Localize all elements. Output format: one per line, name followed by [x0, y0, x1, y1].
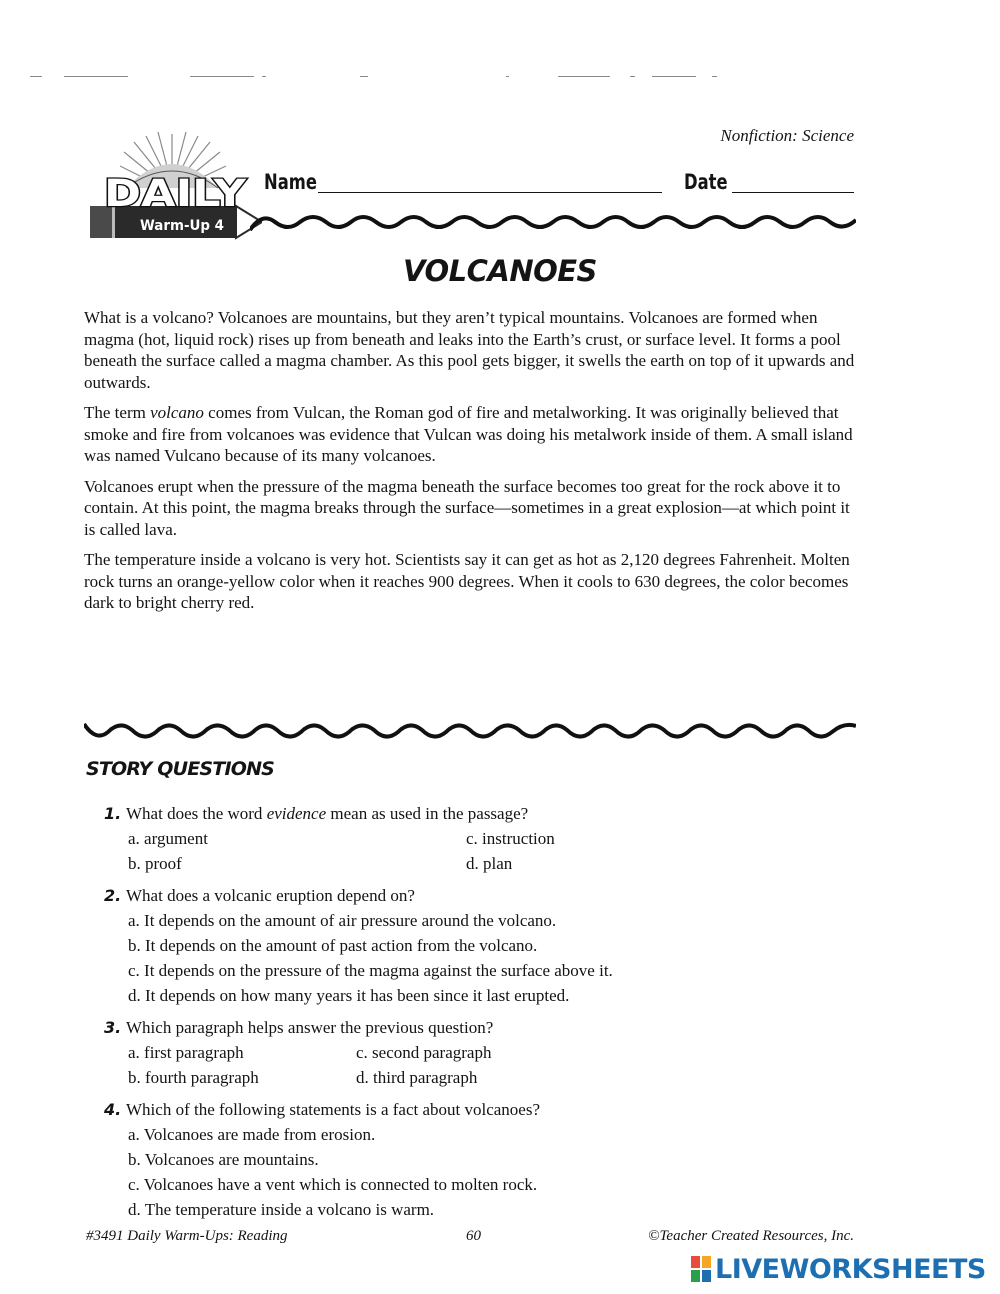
question-stem: What does a volcanic eruption depend on?: [126, 886, 415, 905]
category-label: Nonfiction: Science: [720, 126, 854, 145]
liveworksheets-logo-icon: [690, 1255, 712, 1283]
daily-warmup-logo: [86, 132, 262, 244]
footer-left: #3491 Daily Warm-Ups: Reading: [86, 1228, 288, 1244]
passage-paragraph-4: The temperature inside a volcano is very hot. Scientists say it can get as hot as 2,120 degrees Fahrenheit. Molten rock turns an orange-yellow color when it reaches 900 degrees. When it cools to 630 degrees, the color becomes dark to bright cherry red.: [84, 550, 850, 612]
answer-option[interactable]: d. plan: [466, 854, 513, 873]
name-label: Name: [264, 170, 317, 194]
answer-option[interactable]: d. The temperature inside a volcano is warm.: [128, 1200, 435, 1219]
question-list: [104, 802, 864, 1230]
header-wave-divider: [250, 208, 856, 236]
emphasis-evidence: evidence: [266, 804, 327, 823]
logo-word: DAILY: [104, 172, 248, 215]
footer-page-number: 60: [466, 1228, 481, 1244]
liveworksheets-brand[interactable]: [690, 1252, 990, 1286]
section-wave-divider: [84, 716, 856, 746]
answer-option[interactable]: b. fourth paragraph: [128, 1068, 259, 1087]
name-field[interactable]: [318, 192, 662, 193]
question-number: 1.: [104, 804, 122, 823]
answer-option[interactable]: c. It depends on the pressure of the magma against the surface above it.: [128, 961, 613, 980]
emphasis-volcano: volcano: [150, 403, 204, 422]
answer-option[interactable]: a. argument: [128, 829, 208, 848]
answer-option[interactable]: a. first paragraph: [128, 1043, 244, 1062]
answer-option[interactable]: a. Volcanoes are made from erosion.: [128, 1125, 376, 1144]
page-title: VOLCANOES: [403, 254, 597, 288]
answer-option[interactable]: c. second paragraph: [356, 1043, 492, 1062]
question-number: 3.: [104, 1018, 122, 1037]
logo-subtitle: Warm-Up 4: [140, 218, 225, 234]
answer-option[interactable]: a. It depends on the amount of air pressure around the volcano.: [128, 911, 557, 930]
footer-right: ©Teacher Created Resources, Inc.: [648, 1228, 854, 1244]
answer-option[interactable]: d. It depends on how many years it has been since it last erupted.: [128, 986, 570, 1005]
passage-paragraph-3: Volcanoes erupt when the pressure of the magma beneath the surface becomes too great for the rock above it to contain. At this point, the magma breaks through the surface—sometimes in a great explosion—at which point it is called lava.: [84, 476, 850, 539]
question-3: [104, 1016, 864, 1090]
date-field[interactable]: [732, 192, 854, 193]
question-4: [104, 1098, 864, 1222]
question-stem: Which of the following statements is a fact about volcanoes?: [126, 1100, 541, 1119]
passage-paragraph-1: What is a volcano? Volcanoes are mountains, but they aren’t typical mountains. Volcanoes are formed when magma (hot, liquid rock) rises up from beneath and leaks into the Earth’s crust, or surface level. It forms a pool beneath the surface called a magma chamber. As this pool gets bigger, it swells the earth on top of it upwards and outwards.: [84, 308, 855, 392]
question-stem: Which paragraph helps answer the previous question?: [126, 1018, 494, 1037]
answer-option[interactable]: c. Volcanoes have a vent which is connected to molten rock.: [128, 1175, 538, 1194]
question-number: 2.: [104, 886, 122, 905]
answer-option[interactable]: b. It depends on the amount of past action from the volcano.: [128, 936, 538, 955]
answer-option[interactable]: d. third paragraph: [356, 1068, 478, 1087]
date-label: Date: [684, 170, 728, 194]
scan-artifact-line: [30, 76, 750, 78]
question-2: [104, 884, 864, 1008]
answer-option[interactable]: c. instruction: [466, 829, 555, 848]
answer-option[interactable]: b. proof: [128, 854, 182, 873]
answer-option[interactable]: b. Volcanoes are mountains.: [128, 1150, 319, 1169]
question-1: 1. What does the word evidence mean as used in the passage? a. argument c. instruction b. proof d. plan: [104, 802, 864, 876]
section-title: STORY QUESTIONS: [86, 758, 275, 780]
reading-passage: [84, 307, 864, 623]
brand-name: LIVEWORKSHEETS: [715, 1253, 986, 1285]
question-number: 4.: [104, 1100, 122, 1119]
passage-paragraph-2: The term volcano comes from Vulcan, the Roman god of fire and metalworking. It was originally believed that smoke and fire from volcanoes was evidence that Vulcan was doing his metalwork inside of them. A small island was named Vulcano because of its many volcanoes.: [84, 403, 853, 465]
